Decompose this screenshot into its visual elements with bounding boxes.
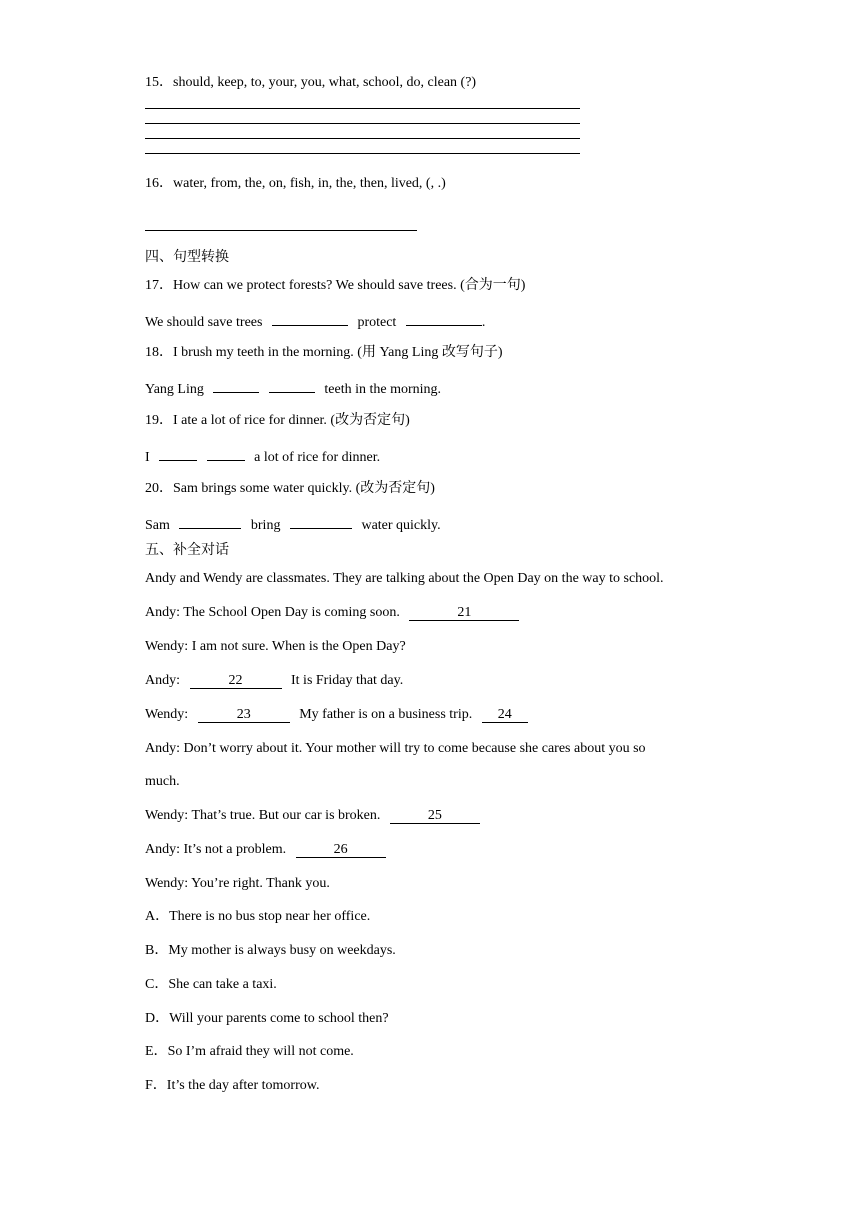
blank-21[interactable]: 21 bbox=[409, 605, 519, 621]
question-text: How can we protect forests? We should save trees. (合为一句) bbox=[173, 278, 526, 293]
blank-input[interactable] bbox=[213, 378, 259, 393]
question-text: Sam brings some water quickly. (改为否定句) bbox=[173, 481, 435, 496]
option-a: A．There is no bus stop near her office. bbox=[145, 909, 371, 924]
question-text: I brush my teeth in the morning. (用 Yang Ling 改写句子) bbox=[173, 345, 503, 360]
answer-18: Yang Ling teeth in the morning. bbox=[145, 378, 441, 399]
dialogue-line: much. bbox=[145, 774, 180, 789]
question-number: 17． bbox=[145, 278, 173, 293]
question-16 bbox=[145, 175, 446, 193]
answer-17: We should save trees protect . bbox=[145, 311, 485, 332]
question-number: 18． bbox=[145, 345, 173, 360]
dialogue-line: Andy: 22 It is Friday that day. bbox=[145, 673, 404, 688]
question-number: 15． bbox=[145, 75, 173, 90]
option-c: C．She can take a taxi. bbox=[145, 977, 277, 992]
blank-input[interactable] bbox=[272, 311, 348, 326]
question-18 bbox=[145, 344, 503, 362]
blank-24[interactable]: 24 bbox=[482, 707, 528, 723]
option-d: D．Will your parents come to school then? bbox=[145, 1011, 389, 1026]
blank-input[interactable] bbox=[159, 446, 197, 461]
question-19 bbox=[145, 412, 410, 430]
question-text: water, from, the, on, fish, in, the, then, lived, (, .) bbox=[173, 176, 446, 191]
answer-line-2[interactable] bbox=[145, 123, 580, 124]
option-f: F．It’s the day after tomorrow. bbox=[145, 1078, 320, 1093]
blank-input[interactable] bbox=[179, 514, 241, 529]
dialogue-intro: Andy and Wendy are classmates. They are talking about the Open Day on the way to school. bbox=[145, 571, 664, 586]
answer-20: Sam bring water quickly. bbox=[145, 514, 441, 535]
answer-19: I a lot of rice for dinner. bbox=[145, 446, 380, 467]
question-number: 20． bbox=[145, 481, 173, 496]
answer-line-4[interactable] bbox=[145, 153, 580, 154]
question-number: 19． bbox=[145, 413, 173, 428]
blank-25[interactable]: 25 bbox=[390, 808, 480, 824]
blank-input[interactable] bbox=[269, 378, 315, 393]
question-15 bbox=[145, 74, 476, 92]
answer-line-3[interactable] bbox=[145, 138, 580, 139]
blank-26[interactable]: 26 bbox=[296, 842, 386, 858]
dialogue-line: Wendy: I am not sure. When is the Open Day? bbox=[145, 639, 406, 654]
dialogue-line: Andy: The School Open Day is coming soon. 21 bbox=[145, 604, 519, 622]
answer-line-16[interactable] bbox=[145, 230, 417, 231]
dialogue-line: Wendy: 23 My father is on a business trip. 24 bbox=[145, 706, 528, 724]
question-text: I ate a lot of rice for dinner. (改为否定句) bbox=[173, 413, 410, 428]
section-title-4: 四、句型转换 bbox=[145, 249, 229, 265]
question-17 bbox=[145, 277, 525, 295]
dialogue-line: Andy: Don’t worry about it. Your mother will try to come because she cares about you so bbox=[145, 741, 646, 756]
blank-22[interactable]: 22 bbox=[190, 673, 282, 689]
option-e: E．So I’m afraid they will not come. bbox=[145, 1044, 354, 1059]
blank-input[interactable] bbox=[290, 514, 352, 529]
blank-23[interactable]: 23 bbox=[198, 707, 290, 723]
dialogue-line: Wendy: That’s true. But our car is broken. 25 bbox=[145, 807, 480, 825]
answer-line-1[interactable] bbox=[145, 108, 580, 109]
blank-input[interactable] bbox=[406, 311, 482, 326]
blank-input[interactable] bbox=[207, 446, 245, 461]
question-number: 16． bbox=[145, 176, 173, 191]
dialogue-line: Andy: It’s not a problem. 26 bbox=[145, 841, 386, 859]
dialogue-line: Wendy: You’re right. Thank you. bbox=[145, 876, 330, 891]
question-text: should, keep, to, your, you, what, school, do, clean (?) bbox=[173, 75, 477, 90]
question-20 bbox=[145, 480, 435, 498]
section-title-5: 五、补全对话 bbox=[145, 542, 229, 558]
option-b: B．My mother is always busy on weekdays. bbox=[145, 943, 396, 958]
